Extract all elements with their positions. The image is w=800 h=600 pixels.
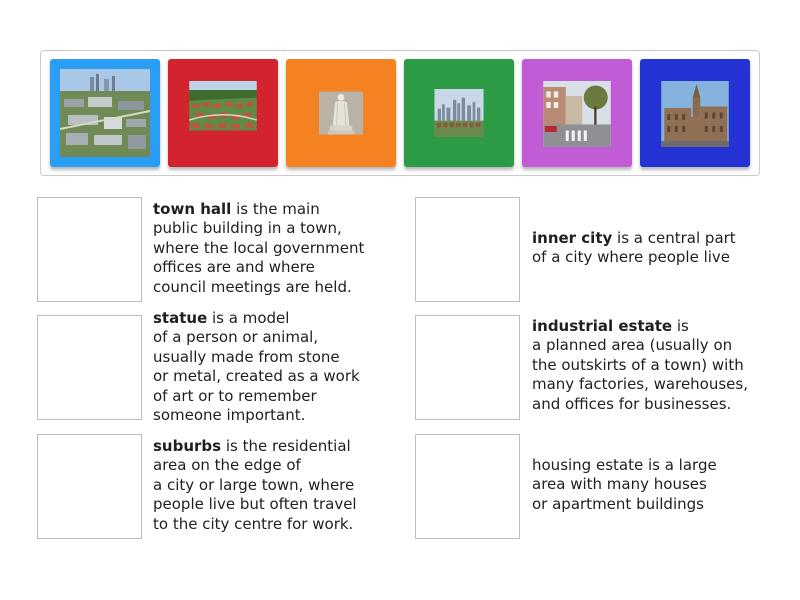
definition-text: is the main (231, 200, 320, 218)
tile-housing-estate[interactable] (168, 59, 278, 167)
definition-text: where the local government (153, 238, 365, 257)
definition-text: of a city where people live (532, 248, 731, 267)
term-town-hall: town hall (153, 200, 232, 218)
definition-text: of a person or animal, (153, 328, 319, 347)
definition-industrial-estate (532, 317, 748, 414)
definition-text: and offices for businesses. (532, 394, 732, 413)
definition-statue (153, 309, 360, 425)
term-inner-city: inner city (532, 229, 613, 247)
definition-text: area with many houses (532, 475, 707, 494)
definition-housing-estate (532, 456, 717, 514)
definition-inner-city (532, 229, 736, 268)
suburbs-image (532, 81, 622, 147)
definition-text: a city or large town, where (153, 475, 355, 494)
definition-text: public building in a town, (153, 219, 342, 238)
inner-city-image (414, 89, 504, 137)
drop-slot-suburbs[interactable] (37, 434, 142, 539)
tile-industrial-estate[interactable] (50, 59, 160, 167)
term-statue: statue (153, 309, 208, 327)
drop-slot-statue[interactable] (37, 315, 142, 420)
definition-text: to the city centre for work. (153, 514, 354, 533)
definition-text: is a central part (612, 229, 736, 247)
statue-image (319, 69, 363, 157)
definition-text: usually made from stone (153, 347, 340, 366)
definition-text: or metal, created as a work (153, 367, 360, 386)
definition-suburbs (153, 437, 357, 534)
definition-text: of art or to remember (153, 386, 317, 405)
definition-text: area on the edge of (153, 456, 301, 475)
definition-text: or apartment buildings (532, 494, 704, 513)
definition-text: is the residential (221, 437, 351, 455)
housing-estate-image (178, 81, 268, 147)
definition-text: someone important. (153, 406, 306, 425)
town-hall-image (650, 81, 740, 147)
tile-statue[interactable] (286, 59, 396, 167)
tile-town-hall[interactable] (640, 59, 750, 167)
drop-slot-town-hall[interactable] (37, 197, 142, 302)
definition-text: is a model (207, 309, 290, 327)
image-tray (40, 50, 760, 176)
term-industrial-estate: industrial estate (532, 317, 673, 335)
definition-text: the outskirts of a town) with (532, 355, 744, 374)
definition-text: housing estate is a large (532, 456, 717, 474)
definition-town-hall (153, 200, 364, 297)
tile-inner-city[interactable] (404, 59, 514, 167)
drop-slot-housing-estate[interactable] (415, 434, 520, 539)
definition-text: offices are and where (153, 258, 315, 277)
definition-text: many factories, warehouses, (532, 375, 748, 394)
definition-text: a planned area (usually on (532, 336, 733, 355)
definition-text: is (672, 317, 689, 335)
drop-slot-inner-city[interactable] (415, 197, 520, 302)
tile-suburbs[interactable] (522, 59, 632, 167)
term-suburbs: suburbs (153, 437, 222, 455)
definition-text: people live but often travel (153, 495, 357, 514)
drop-slot-industrial-estate[interactable] (415, 315, 520, 420)
industrial-estate-image (60, 69, 150, 157)
definition-text: council meetings are held. (153, 277, 352, 296)
